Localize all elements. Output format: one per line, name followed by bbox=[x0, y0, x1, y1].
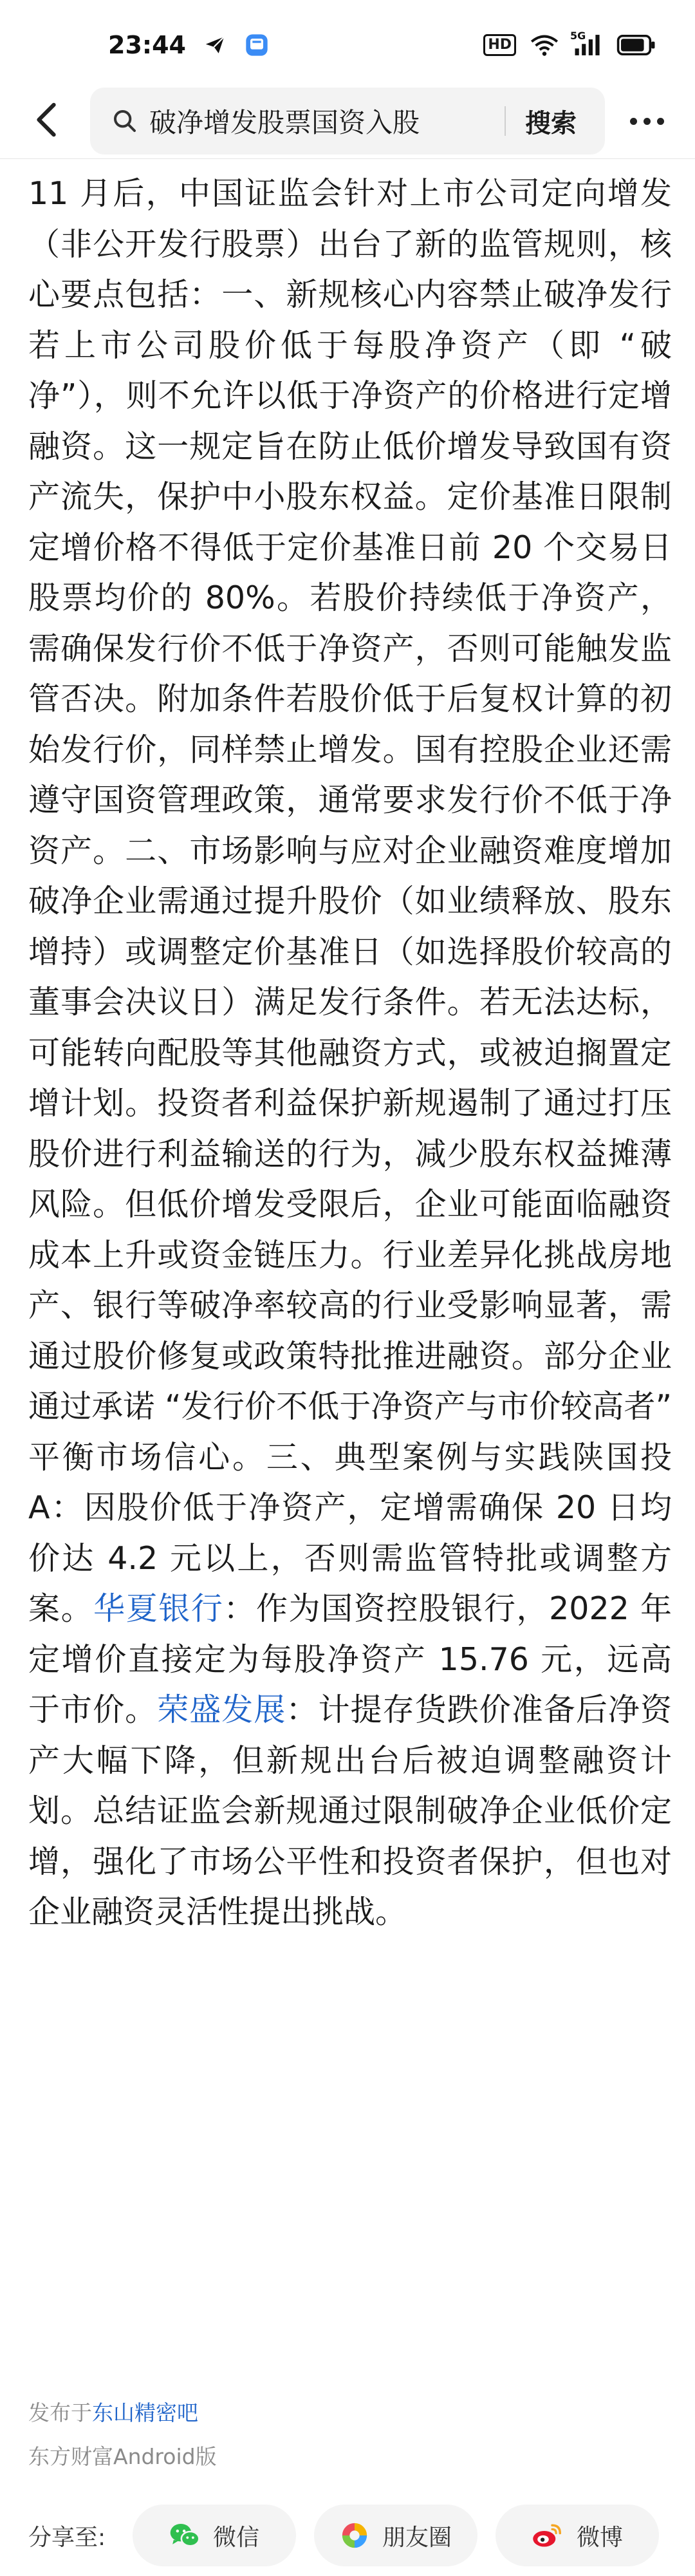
search-box[interactable] bbox=[90, 88, 605, 155]
back-button[interactable] bbox=[27, 100, 66, 139]
article-text-1: 11 月后，中国证监会针对上市公司定向增发（非公开发行股票）出台了新的监管规则，核心要点包括：一、新规核心内容禁止破净发行若上市公司股价低于每股净资产（即 “破净”），则不允许以低于净资产的价格进行定增融资。这一规定旨在防止低价增发导致国有资产流失，保护中小股东权益。定价基准日限制定增价格不得低于定价基准日前 20 个交易日股票均价的 80%。若股价持续低于净资产，需确保发行价不低于净资产，否则可能触发监管否决。附加条件若股价低于后复权计算的初始发行价，同样禁止增发。国有控股企业还需遵守国资管理政策，通常要求发行价不低于净资产。二、市场影响与应对企业融资难度增加破净企业需通过提升股价（如业绩释放、股东增持）或调整定价基准日（如选择股价较高的董事会决议日）满足发行条件。若无法达标，可能转向配股等其他融资方式，或被迫搁置定增计划。投资者利益保护新规遏制了通过打压股价进行利益输送的行为，减少股东权益摊薄风险。但低价增发受限后，企业可能面临融资成本上升或资金链压力。行业差异化挑战房地产、银行等破净率较高的行业受影响显著，需通过股价修复或政策特批推进融资。部分企业通过承诺 “发行价不低于净资产与市价较高者” 平衡市场信心。三、典型案例与实践陕国投 A：因股价低于净资产，定增需确保 20 日均价达 4.2 元以上，否则需监管特批或调整方案。 bbox=[28, 175, 672, 1627]
share-label: 分享至: bbox=[28, 2524, 106, 2551]
back-arrow-icon bbox=[33, 102, 59, 137]
header-divider bbox=[0, 158, 695, 159]
share-wechat-label: 微信 bbox=[212, 2524, 259, 2551]
more-dot bbox=[644, 118, 651, 125]
share-wechat-button[interactable] bbox=[133, 2505, 296, 2566]
status-bar bbox=[0, 0, 695, 90]
wifi-icon bbox=[530, 33, 559, 57]
more-dots-icon bbox=[630, 118, 637, 125]
cell-signal-icon bbox=[570, 30, 602, 57]
search-icon bbox=[112, 108, 138, 134]
article-text-3: ：计提存货跌价准备后净资产大幅下降，但新规出台后被迫调整融资计划。总结证监会新规通过限制破净企业低价定增，强化了市场公平性和投资者保护，但也对企业融资灵活性提出挑战。 bbox=[28, 1691, 672, 1930]
moments-icon bbox=[340, 2521, 369, 2550]
more-dot bbox=[657, 118, 664, 125]
share-weibo-button[interactable] bbox=[496, 2505, 659, 2566]
hd-badge: HD bbox=[483, 34, 516, 56]
forum-link[interactable]: 东山精密吧 bbox=[92, 2400, 198, 2425]
share-moments-label: 朋友圈 bbox=[382, 2524, 452, 2551]
article-text-2: ：作为国资控股银行，2022 年定增价直接定为每股净资产 15.76 元，远高于市价。 bbox=[28, 1590, 672, 1728]
posted-prefix: 发布于 bbox=[28, 2400, 92, 2425]
stock-link-huaxia-bank[interactable]: 华夏银行 bbox=[93, 1590, 224, 1627]
status-left bbox=[26, 31, 270, 59]
post-client: 东方财富Android版 bbox=[28, 2444, 217, 2469]
search-divider bbox=[505, 106, 506, 136]
status-right bbox=[483, 30, 656, 57]
status-time: 23:44 bbox=[108, 31, 186, 59]
stock-link-rongsheng[interactable]: 荣盛发展 bbox=[157, 1691, 286, 1728]
wechat-icon bbox=[169, 2522, 200, 2549]
header bbox=[0, 82, 695, 158]
article-body bbox=[28, 169, 672, 1938]
signal-label: 5G bbox=[570, 30, 586, 42]
share-bar bbox=[28, 2503, 672, 2568]
app-notification-icon bbox=[244, 32, 270, 58]
share-moments-button[interactable] bbox=[314, 2505, 477, 2566]
telegram-send-icon bbox=[204, 34, 226, 56]
more-button[interactable] bbox=[624, 102, 669, 140]
post-source bbox=[28, 2396, 198, 2427]
battery-icon bbox=[616, 35, 656, 55]
weibo-icon bbox=[532, 2522, 564, 2549]
share-weibo-label: 微博 bbox=[576, 2524, 623, 2551]
search-button[interactable]: 搜索 bbox=[525, 108, 577, 138]
search-input[interactable]: 破净增发股票国资入股 bbox=[149, 107, 420, 138]
